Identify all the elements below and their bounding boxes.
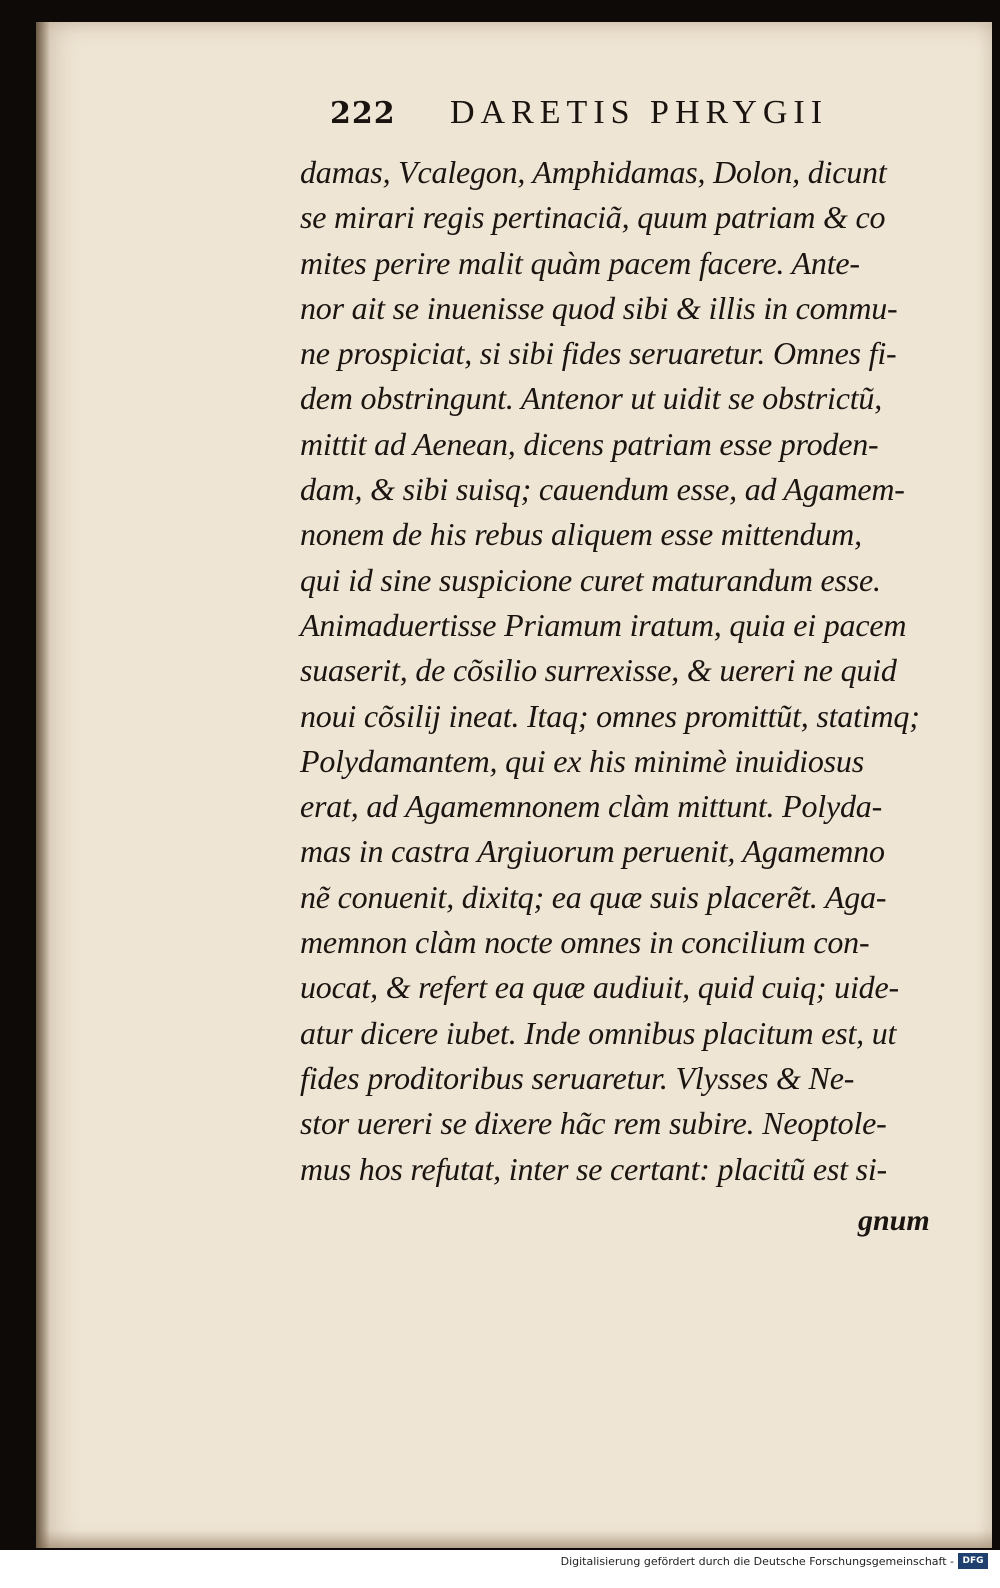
text-line: dam, & sibi suisq; cauendum esse, ad Agamem-	[300, 471, 905, 508]
text-line: damas, Vcalegon, Amphidamas, Dolon, dicunt	[300, 154, 887, 190]
text-line: Polydamantem, qui ex his minimè inuidiosus	[300, 742, 864, 779]
text-line: nẽ conuenit, dixitq; ea quæ suis placerẽt. Aga-	[300, 878, 887, 915]
text-line: nonem de his rebus aliquem esse mittendum,	[300, 516, 862, 553]
text-line: atur dicere iubet. Inde omnibus placitum est, ut	[300, 1014, 897, 1051]
text-line: suaserit, de cõsilio surrexisse, & uereri ne quid	[300, 652, 897, 689]
page-number: 222	[330, 96, 396, 131]
text-line: se mirari regis pertinaciã, quum patriam & co	[300, 199, 886, 236]
text-line: Animaduertisse Priamum iratum, quia ei pacem	[300, 606, 907, 643]
dfg-logo-icon: DFG	[958, 1553, 988, 1569]
page-foot-shadow	[36, 1530, 992, 1548]
text-line: mas in castra Argiuorum peruenit, Agamemno	[300, 833, 885, 870]
running-head	[330, 94, 950, 144]
text-line: dem obstringunt. Antenor ut uidit se obstrictũ,	[300, 380, 883, 417]
running-title: DARETIS PHRYGII	[450, 94, 829, 131]
text-line: mittit ad Aenean, dicens patriam esse proden-	[300, 425, 879, 462]
catchword: gnum	[858, 1204, 930, 1237]
text-line: noui cõsilij ineat. Itaq; omnes promittũt, statimq;	[300, 697, 920, 734]
text-line: ne prospiciat, si sibi fides seruaretur. Omnes fi-	[300, 335, 897, 372]
text-line: memnon clàm nocte omnes in concilium con-	[300, 924, 870, 961]
text-line: uocat, & refert ea quæ audiuit, quid cuiq; uide-	[300, 969, 899, 1006]
text-line: fides proditoribus seruaretur. Vlysses & Ne-	[300, 1059, 855, 1096]
text-line: stor uereri se dixere hãc rem subire. Neoptole-	[300, 1105, 887, 1142]
text-line: nor ait se inuenisse quod sibi & illis in commu-	[300, 289, 898, 326]
text-line: mites perire malit quàm pacem facere. Ante-	[300, 244, 860, 281]
text-block	[300, 150, 960, 1192]
funding-credit: Digitalisierung gefördert durch die Deutsche Forschungsgemeinschaft -	[560, 1555, 954, 1568]
text-line: mus hos refutat, inter se certant: placitũ est si-	[300, 1150, 887, 1187]
text-line: qui id sine suspicione curet maturandum esse.	[300, 561, 881, 598]
spine-shadow	[36, 22, 50, 1548]
text-line: erat, ad Agamemnonem clàm mittunt. Polyda-	[300, 788, 883, 825]
